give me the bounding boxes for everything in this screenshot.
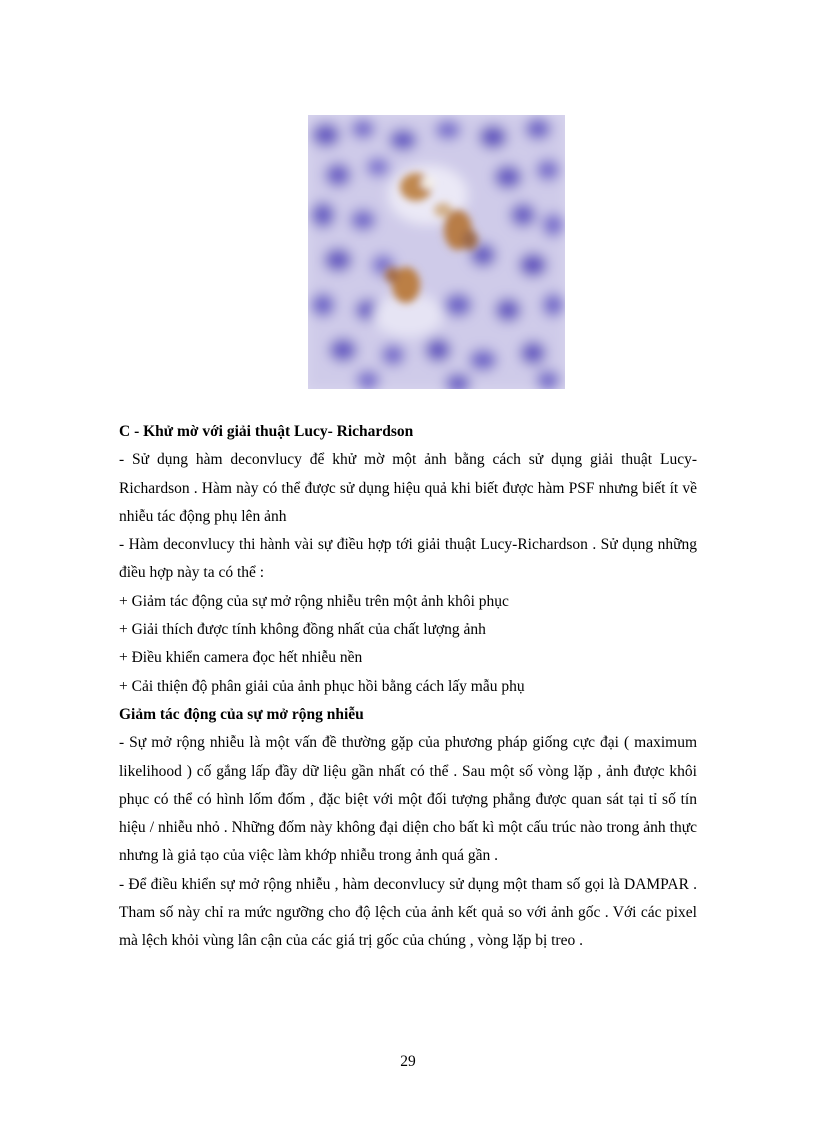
document-body xyxy=(119,418,697,956)
section-heading: C - Khử mờ với giải thuật Lucy- Richardson xyxy=(119,423,414,440)
list-item: + Giảm tác động của sự mở rộng nhiễu trên một ảnh khôi phục xyxy=(119,592,509,610)
page-number: 29 xyxy=(400,1053,416,1070)
section-paragraph-2: - Hàm deconvlucy thi hành vài sự điều hợp tới giải thuật Lucy-Richardson . Sử dụng những điều hợp này ta có thể : xyxy=(119,536,697,582)
microscopy-image-icon xyxy=(308,115,565,389)
subsection-paragraph-1: - Sự mở rộng nhiễu là một vấn đề thường gặp của phương pháp giống cực đại ( maximum likelihood ) cố gắng lấp đầy dữ liệu gần nhất có thể . Sau một số vòng lặp , ảnh được khôi phục có thể có hình lốm đốm , đặc biệt với một đối tượng phẳng được quan sát tại tỉ số tín hiệu / nhiễu nhỏ . Những đốm này không đại diện cho bất kì một cấu trúc nào trong ảnh thực nhưng là giả tạo của việc làm khớp nhiễu trong ảnh quá gần . xyxy=(119,734,697,865)
subsection-paragraph-2: - Để điều khiển sự mở rộng nhiễu , hàm deconvlucy sử dụng một tham số gọi là DAMPAR . Tham số này chỉ ra mức ngưỡng cho độ lệch của ảnh kết quả so với ảnh gốc . Với các pixel mà lệch khỏi vùng lân cận của các giá trị gốc của chúng , vòng lặp bị treo . xyxy=(119,875,697,950)
subsection-heading: Giảm tác động của sự mở rộng nhiễu xyxy=(119,705,364,723)
section-paragraph-1: - Sử dụng hàm deconvlucy để khử mờ một ảnh bằng cách sử dụng giải thuật Lucy-Richardson . Hàm này có thể được sử dụng hiệu quả khi biết được hàm PSF nhưng biết ít về nhiễu tác động phụ lên ảnh xyxy=(119,451,697,525)
list-item: + Cải thiện độ phân giải của ảnh phục hồi bằng cách lấy mẫu phụ xyxy=(119,677,525,695)
list-item: + Giải thích được tính không đồng nhất của chất lượng ảnh xyxy=(119,621,486,639)
list-item: + Điều khiển camera đọc hết nhiễu nền xyxy=(119,649,363,667)
blurred-microscopy-image xyxy=(308,115,565,389)
